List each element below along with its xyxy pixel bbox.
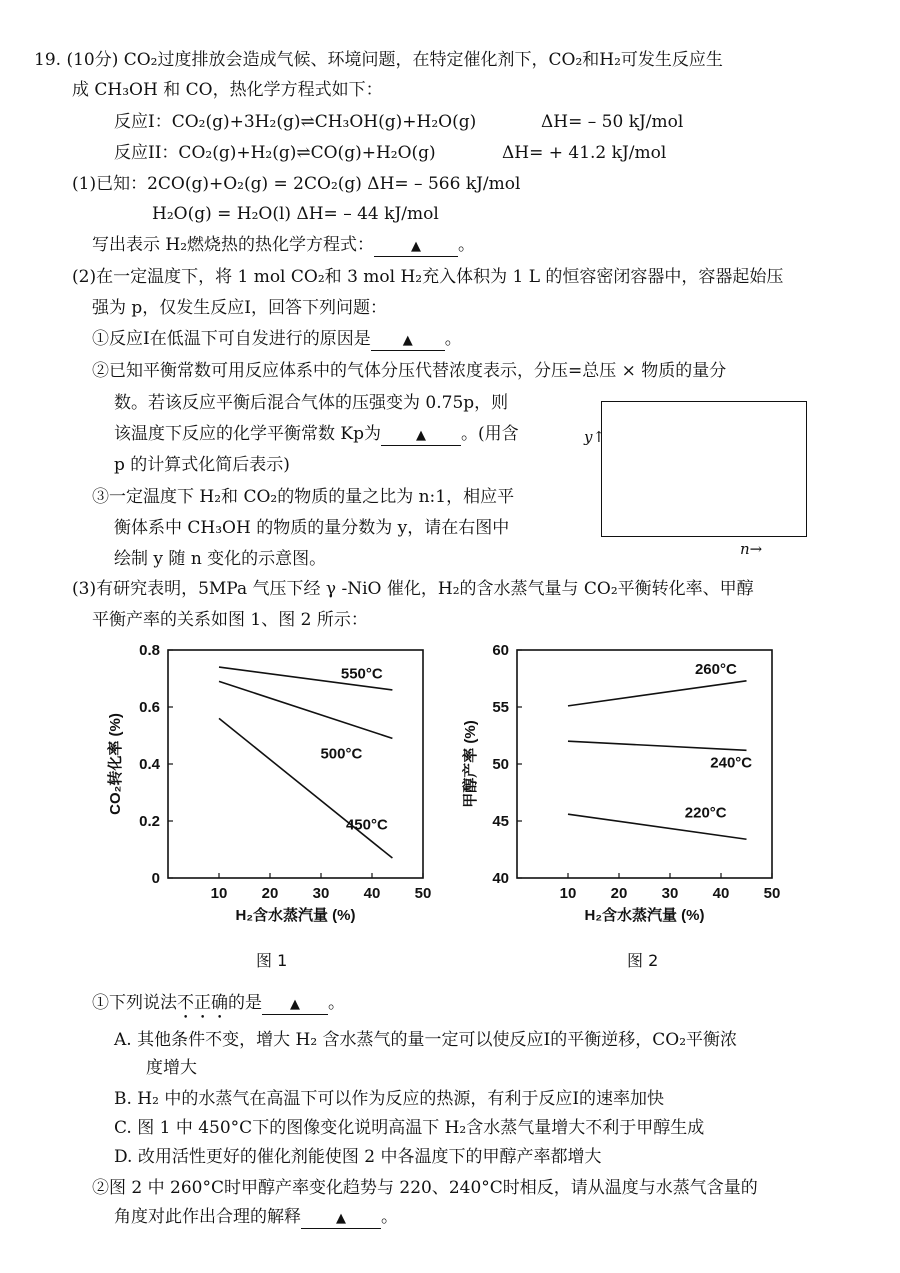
x-axis-label: H₂含水蒸汽量 (%)	[584, 907, 705, 924]
answer-blank-1[interactable]: ▲	[374, 238, 458, 257]
x-tick-label: 30	[661, 885, 679, 902]
arrow-right-icon: →	[749, 540, 763, 558]
series-label: 260°C	[694, 660, 737, 678]
part-2-q1	[92, 328, 462, 351]
part-2-q2-b: 数。若该反应平衡后混合气体的压强变为 0.75p，则	[114, 393, 509, 413]
part-2-q1-text: ①反应I在低温下可自发进行的原因是	[92, 329, 371, 349]
part-1-prompt-text: 写出表示 H₂燃烧热的热化学方程式：	[92, 235, 375, 255]
part-2-intro-b: 强为 p，仅发生反应I，回答下列问题：	[92, 298, 388, 318]
option-d[interactable]: D. 改用活性更好的催化剂能使图 2 中各温度下的甲醇产率都增大	[114, 1147, 602, 1167]
y-axis-label: 甲醇产率 (%)	[462, 720, 479, 808]
series-line	[568, 681, 747, 706]
option-a-line-2[interactable]: 度增大	[146, 1058, 197, 1078]
x-tick-label: 20	[261, 885, 279, 902]
series-label: 500°C	[320, 745, 363, 763]
reaction-2-enthalpy: ΔH= + 41.2 kJ/mol	[502, 143, 667, 163]
x-tick-label: 30	[312, 885, 330, 902]
part-3-intro-b: 平衡产率的关系如图 1、图 2 所示：	[92, 610, 368, 630]
y-tick-label: 60	[492, 642, 509, 659]
period: 。	[444, 329, 462, 349]
arrow-up-icon: ↑	[592, 428, 606, 446]
part-2-q3-a: ③一定温度下 H₂和 CO₂的物质的量之比为 n:1，相应平	[92, 487, 515, 507]
subq-1-prompt	[92, 992, 345, 1023]
figure-2-methanol-yield	[455, 632, 815, 932]
y-tick-label: 0.2	[139, 813, 160, 830]
option-c[interactable]: C. 图 1 中 450°C下的图像变化说明高温下 H₂含水蒸气量增大不利于甲醇生成	[114, 1118, 705, 1138]
x-axis-label: H₂含水蒸汽量 (%)	[235, 907, 356, 924]
sketch-y-text: y	[584, 428, 593, 446]
x-tick-label: 50	[414, 885, 432, 902]
option-a-line-1[interactable]: A. 其他条件不变，增大 H₂ 含水蒸气的量一定可以使反应I的平衡逆移，CO₂平衡浓	[114, 1030, 738, 1050]
part-2-intro-a: (2)在一定温度下，将 1 mol CO₂和 3 mol H₂充入体积为 1 L 的恒容密闭容器中，容器起始压	[72, 267, 784, 287]
series-label: 220°C	[684, 804, 727, 822]
part-1-prompt	[92, 234, 475, 257]
series-label: 450°C	[345, 816, 388, 834]
y-tick-label: 0.8	[139, 642, 160, 659]
part-2-q2-c-tail: 。(用含	[461, 424, 519, 444]
period: 。	[328, 993, 345, 1013]
emphasis-text: 不正确	[177, 993, 228, 1013]
figure-1-co2-conversion	[90, 632, 450, 932]
y-tick-label: 0.4	[139, 756, 160, 773]
sketch-answer-box[interactable]	[601, 401, 807, 537]
x-tick-label: 50	[763, 885, 781, 902]
subq-2-text: 角度对此作出合理的解释	[114, 1207, 301, 1227]
part-2-q2-d: p 的计算式化简后表示)	[114, 455, 290, 475]
y-axis-label: CO₂转化率 (%)	[107, 713, 124, 815]
series-line	[219, 681, 392, 738]
series-label: 240°C	[710, 754, 753, 772]
part-3-intro-a: (3)有研究表明，5MPa 气压下经 γ -NiO 催化，H₂的含水蒸气量与 CO₂平衡转化率、甲醇	[72, 579, 754, 599]
part-1-given-b: H₂O(g) = H₂O(l) ΔH= – 44 kJ/mol	[152, 204, 439, 224]
subq-2-line-1: ②图 2 中 260°C时甲醇产率变化趋势与 220、240°C时相反，请从温度与水蒸气含量的	[92, 1178, 758, 1198]
y-tick-label: 45	[492, 813, 509, 830]
answer-blank-4[interactable]: ▲	[262, 996, 328, 1015]
figure-1-caption: 图 1	[256, 951, 288, 970]
y-tick-label: 55	[492, 699, 509, 716]
part-2-q3-c: 绘制 y 随 n 变化的示意图。	[114, 549, 327, 569]
question-intro: 成 CH₃OH 和 CO，热化学方程式如下：	[72, 80, 383, 100]
answer-blank-5[interactable]: ▲	[301, 1210, 381, 1229]
reaction-2-equation: 反应II：CO₂(g)+H₂(g)⇌CO(g)+H₂O(g)	[114, 143, 436, 163]
x-tick-label: 10	[559, 885, 577, 902]
y-tick-label: 0.6	[139, 699, 160, 716]
answer-blank-3[interactable]: ▲	[381, 427, 461, 446]
reaction-1-equation: 反应I：CO₂(g)+3H₂(g)⇌CH₃OH(g)+H₂O(g)	[114, 112, 477, 132]
subq-1-text-post: 的是	[228, 993, 262, 1013]
part-2-q2-c-text: 该温度下反应的化学平衡常数 Kp为	[114, 424, 381, 444]
reaction-1-enthalpy: ΔH= – 50 kJ/mol	[541, 112, 684, 132]
y-tick-label: 40	[492, 870, 509, 887]
y-tick-label: 0	[151, 870, 160, 887]
sketch-n-text: n	[740, 540, 750, 558]
part-2-q3-b: 衡体系中 CH₃OH 的物质的量分数为 y，请在右图中	[114, 518, 510, 538]
subq-1-text: ①下列说法	[92, 993, 177, 1013]
subq-2-line-2	[114, 1206, 398, 1229]
plot-frame	[168, 650, 423, 878]
period: 。	[381, 1207, 398, 1227]
y-tick-label: 50	[492, 756, 509, 773]
x-tick-label: 10	[210, 885, 228, 902]
sketch-n-axis-label	[740, 538, 762, 560]
part-2-q2-c	[114, 423, 519, 446]
question-header: 19. (10分) CO₂过度排放会造成气候、环境问题，在特定催化剂下，CO₂和H₂可发生反应生	[34, 50, 723, 70]
figure-2-caption: 图 2	[627, 951, 659, 970]
x-tick-label: 20	[610, 885, 628, 902]
period: 。	[458, 235, 476, 255]
option-b[interactable]: B. H₂ 中的水蒸气在高温下可以作为反应的热源，有利于反应I的速率加快	[114, 1089, 665, 1109]
part-2-q2-a: ②已知平衡常数可用反应体系中的气体分压代替浓度表示，分压=总压 × 物质的量分	[92, 361, 727, 381]
sketch-y-axis-label	[584, 426, 605, 448]
part-1-given-a: (1)已知：2CO(g)+O₂(g) = 2CO₂(g) ΔH= – 566 kJ/mol	[72, 174, 521, 194]
answer-blank-2[interactable]: ▲	[371, 332, 445, 351]
x-tick-label: 40	[363, 885, 381, 902]
series-line	[219, 718, 392, 858]
series-label: 550°C	[340, 665, 383, 683]
series-line	[568, 741, 747, 750]
x-tick-label: 40	[712, 885, 730, 902]
